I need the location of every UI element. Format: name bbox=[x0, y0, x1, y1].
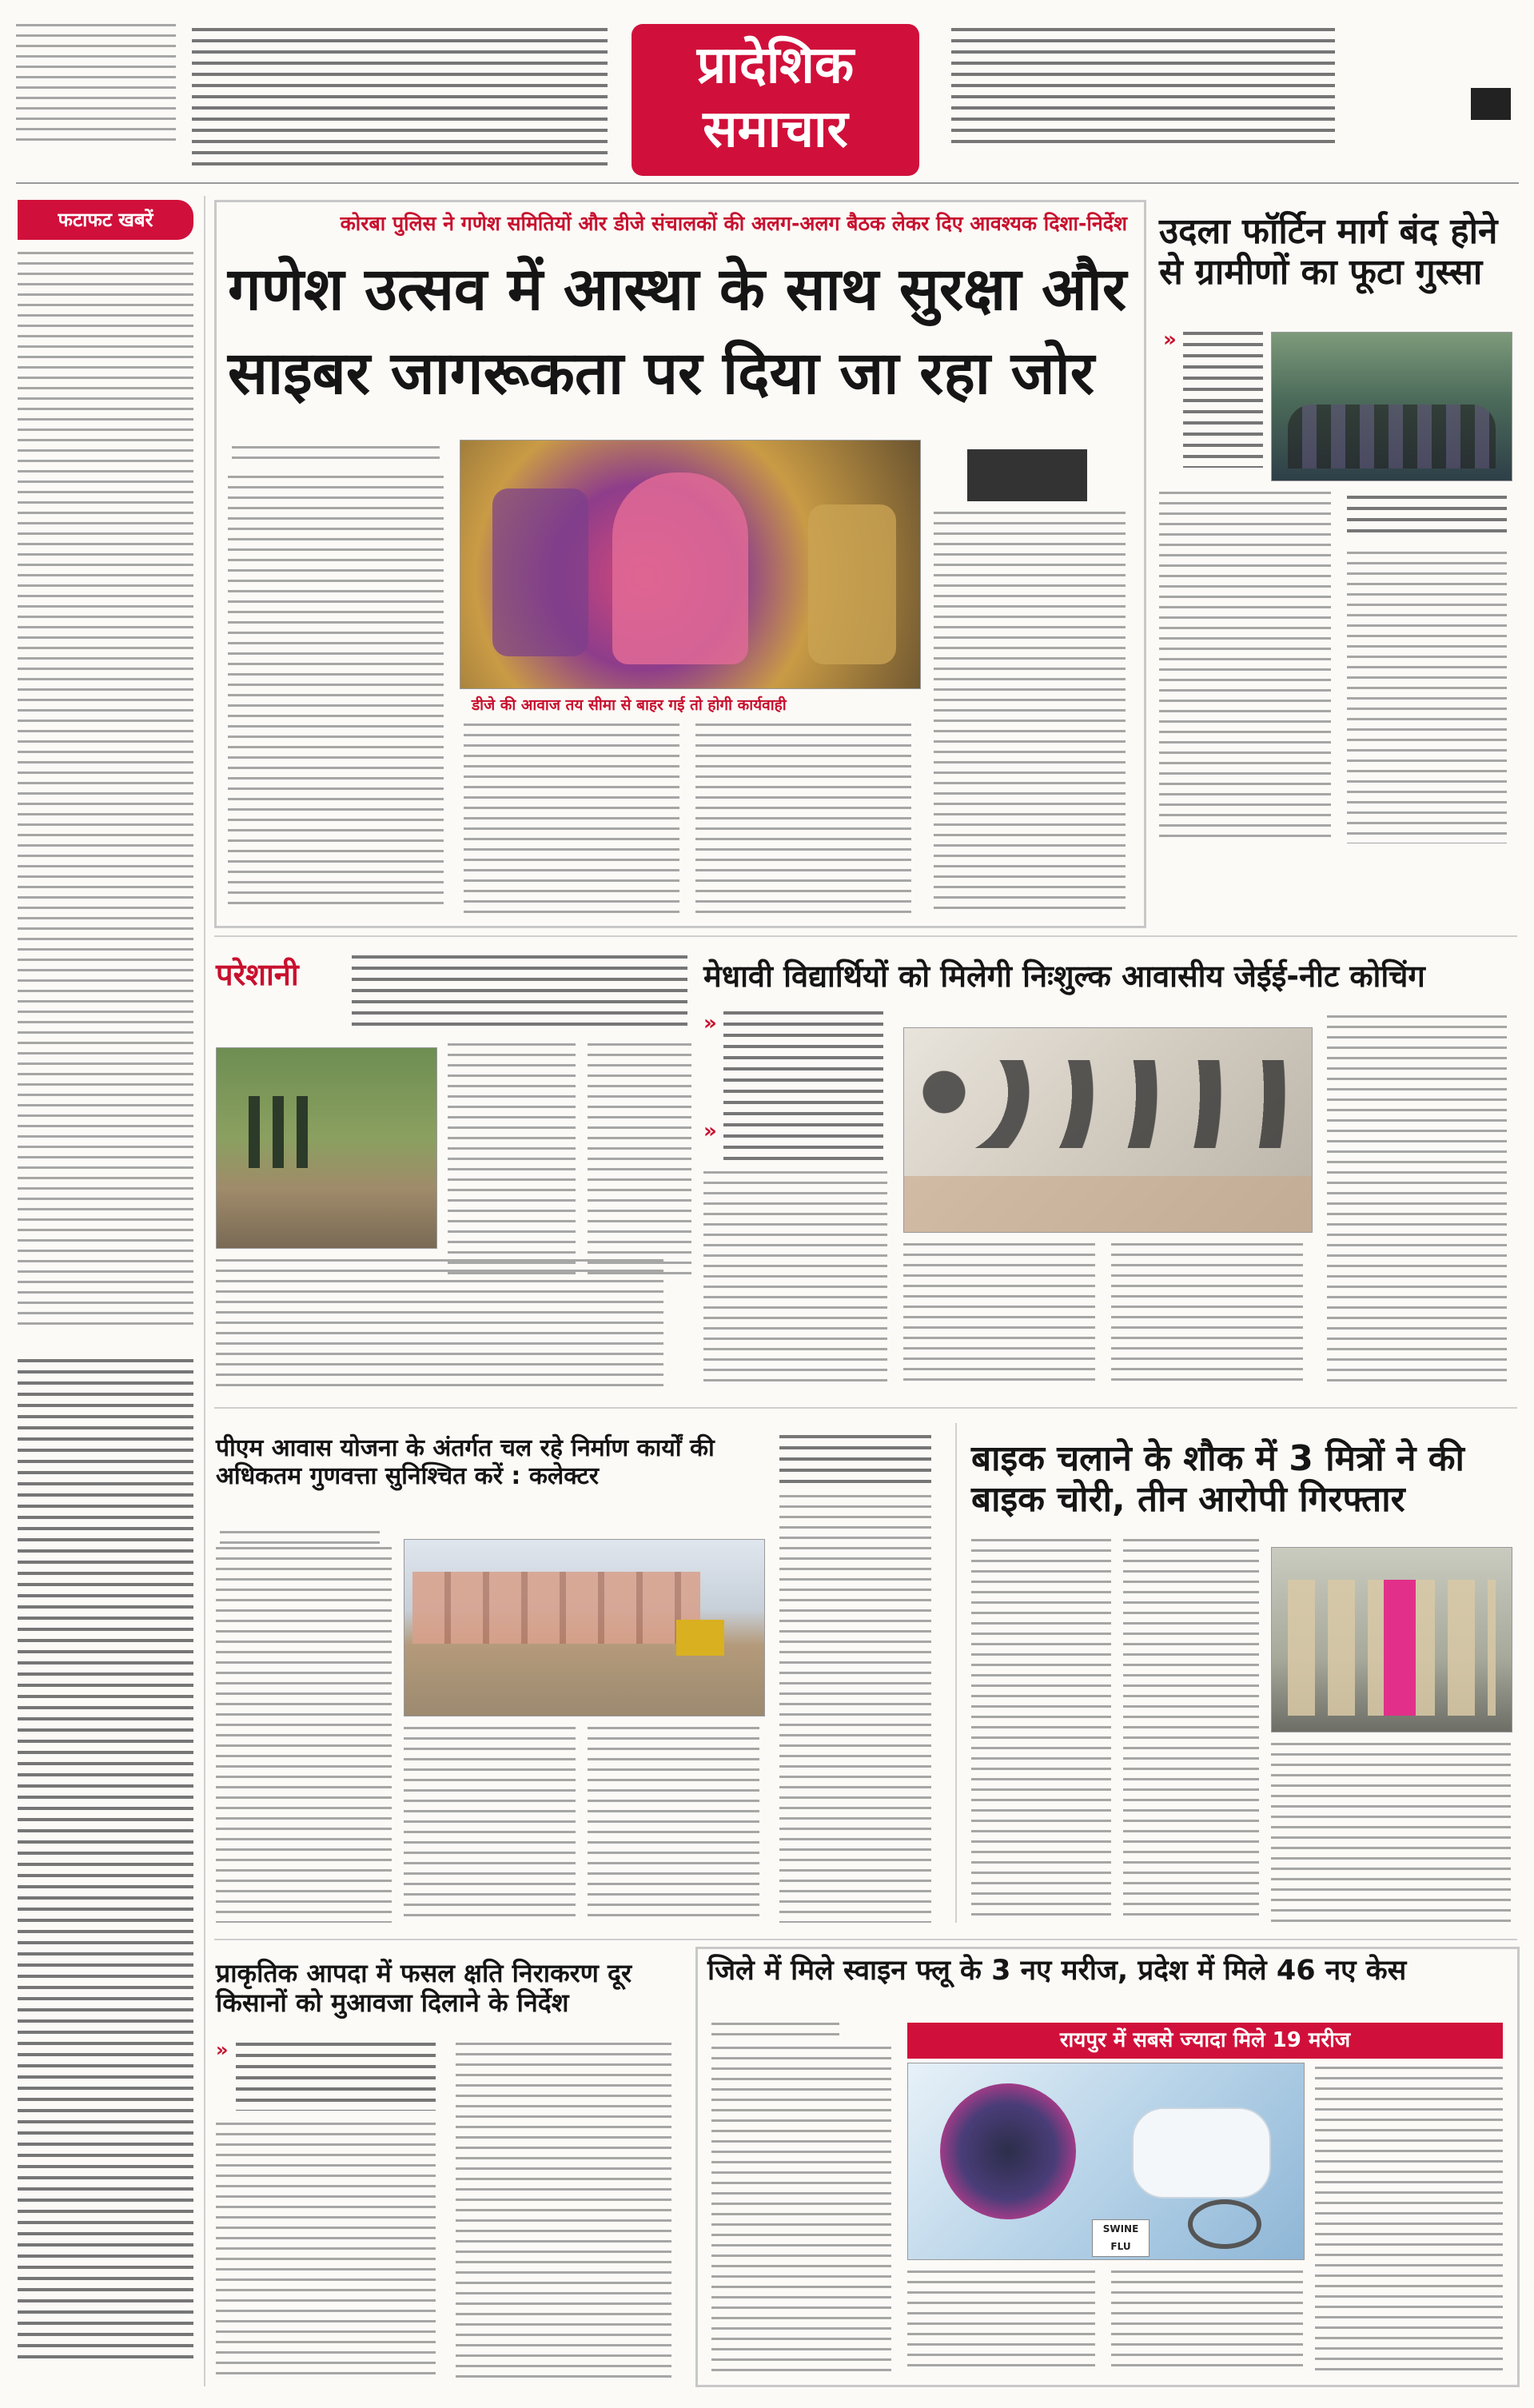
top-strip-text bbox=[192, 28, 608, 168]
bottom-left-col2 bbox=[456, 2043, 671, 2378]
students-classroom-photo bbox=[903, 1027, 1313, 1233]
classroom-desk bbox=[904, 1176, 1312, 1232]
mid-right-col1 bbox=[703, 1171, 887, 1387]
right-top-col1 bbox=[1159, 492, 1331, 843]
mid-left-headline bbox=[352, 955, 687, 1031]
swine-flu-sign bbox=[1092, 2219, 1150, 2257]
accused-figure bbox=[1384, 1580, 1416, 1716]
left-column-text-1 bbox=[18, 252, 193, 1331]
lower-left-byline bbox=[220, 1531, 380, 1547]
ganesh-photo-caption: डीजे की आवाज तय सीमा से बाहर गई तो होगी कार्यवाही bbox=[472, 696, 787, 714]
bottom-right-col2 bbox=[1315, 2067, 1503, 2374]
bottom-right-col3 bbox=[907, 2270, 1095, 2374]
lower-right-headline: बाइक चलाने के शौक में 3 मित्रों ने की बाइक चोरी, तीन आरोपी गिरफ्तार bbox=[971, 1438, 1464, 1520]
top-divider bbox=[16, 182, 1519, 184]
idol-shape bbox=[612, 472, 748, 664]
idol-decor bbox=[492, 488, 588, 656]
face-mask bbox=[1132, 2107, 1271, 2199]
mid-left-tag-label: परेशानी bbox=[216, 957, 299, 992]
mid-left-tag bbox=[216, 953, 299, 995]
virus-shape bbox=[940, 2083, 1076, 2219]
idol-decor-right bbox=[808, 504, 896, 664]
lower-divider bbox=[955, 1423, 957, 1923]
lower-left-col3 bbox=[588, 1727, 759, 1923]
main-story-headline-line1: गणेश उत्सव में आस्था के साथ सुरक्षा और bbox=[228, 255, 1127, 324]
housing-blocks bbox=[412, 1572, 700, 1644]
bottom-right-col4 bbox=[1111, 2270, 1303, 2374]
page-number bbox=[1471, 88, 1511, 120]
mid-left-col2 bbox=[588, 1043, 691, 1279]
right-top-deck bbox=[1183, 332, 1263, 468]
bottom-right-banner bbox=[907, 2023, 1503, 2059]
pm-housing-photo bbox=[404, 1539, 765, 1716]
excavator bbox=[676, 1620, 724, 1656]
left-column-header-label: फटाफट खबरें bbox=[58, 209, 153, 231]
muddy-road-photo bbox=[216, 1047, 437, 1249]
bottom-right-banner-label: रायपुर में सबसे ज्यादा मिले 19 मरीज bbox=[1059, 2028, 1351, 2052]
section-banner-line2: समाचार bbox=[703, 100, 848, 159]
main-story-byline bbox=[232, 446, 440, 462]
mid-right-bullet-2: » bbox=[703, 1119, 717, 1143]
road-figures bbox=[249, 1096, 313, 1168]
top-right-strip-text bbox=[951, 28, 1335, 148]
left-column-text-2 bbox=[18, 1359, 193, 2366]
main-story-col3 bbox=[695, 724, 911, 915]
swine-flu-virus-photo bbox=[907, 2063, 1305, 2260]
main-story-col1 bbox=[228, 476, 444, 911]
bottom-left-col1 bbox=[216, 2123, 436, 2378]
lower-right-col2 bbox=[1123, 1539, 1259, 1923]
main-story-pullquote bbox=[967, 449, 1087, 501]
main-story-col2 bbox=[464, 724, 679, 915]
mid-left-col3 bbox=[216, 1259, 663, 1387]
bottom-left-bullet: » bbox=[216, 2039, 229, 2061]
main-row-divider bbox=[214, 935, 1517, 937]
section-banner-line1: प्रादेशिक bbox=[696, 36, 855, 95]
swine-flu-sign-text: SWINE FLU bbox=[1102, 2223, 1139, 2252]
mid-right-col3 bbox=[1111, 1243, 1303, 1387]
bottom-right-byline bbox=[711, 2023, 839, 2037]
main-story-col4 bbox=[934, 512, 1126, 911]
main-story-headline-line2: साइबर जागरूकता पर दिया जा रहा जोर bbox=[228, 339, 1095, 408]
right-top-col2 bbox=[1347, 552, 1507, 843]
lower-middle-deck bbox=[779, 1435, 931, 1483]
mid-left-col1 bbox=[448, 1043, 576, 1279]
right-top-headline: उदला फॉर्टिन मार्ग बंद होने से ग्रामीणों का फूटा गुस्सा bbox=[1159, 211, 1498, 293]
left-column-divider bbox=[204, 196, 205, 2386]
mid-right-bullet-1: » bbox=[703, 1011, 717, 1035]
right-top-bullet: » bbox=[1163, 328, 1177, 352]
lower-right-col1 bbox=[971, 1539, 1111, 1923]
student-heads bbox=[920, 1060, 1296, 1148]
section-banner bbox=[632, 24, 919, 176]
lower-left-headline: पीएम आवास योजना के अंतर्गत चल रहे निर्माण कार्यों की अधिकतम गुणवत्ता सुनिश्चित करें : कलेक्टर bbox=[216, 1434, 715, 1490]
mid-right-headline: मेधावी विद्यार्थियों को मिलेगी निःशुल्क आवासीय जेईई-नीट कोचिंग bbox=[703, 959, 1425, 994]
mid-right-deck bbox=[723, 1011, 883, 1163]
ganesh-idol-photo bbox=[460, 440, 921, 689]
masthead-left-text bbox=[16, 24, 176, 144]
mid-right-col4 bbox=[1327, 1015, 1507, 1387]
bottom-left-headline: प्राकृतिक आपदा में फसल क्षति निराकरण दूर किसानों को मुआवजा दिलाने के निर्देश bbox=[216, 1958, 632, 2018]
lower-row-divider bbox=[214, 1939, 1517, 1940]
lower-left-col1 bbox=[216, 1547, 392, 1923]
left-column-header bbox=[18, 200, 193, 240]
lower-right-col3 bbox=[1271, 1743, 1511, 1923]
villagers-protest-photo bbox=[1271, 332, 1512, 481]
lower-left-col2 bbox=[404, 1727, 576, 1923]
main-story-kicker: कोरबा पुलिस ने गणेश समितियों और डीजे संचालकों की अलग-अलग बैठक लेकर दिए आवश्यक दिशा-निर्देश bbox=[340, 212, 1127, 235]
arrested-accused-photo bbox=[1271, 1547, 1512, 1732]
lower-middle-col bbox=[779, 1495, 931, 1923]
protest-crowd bbox=[1288, 405, 1496, 468]
stethoscope bbox=[1188, 2199, 1261, 2249]
bottom-right-headline: जिले में मिले स्वाइन फ्लू के 3 नए मरीज, प्रदेश में मिले 46 नए केस bbox=[707, 1955, 1407, 1987]
right-top-boxed-quote bbox=[1347, 496, 1507, 540]
bottom-left-deck bbox=[236, 2043, 436, 2111]
mid-right-col2 bbox=[903, 1243, 1095, 1387]
mid-row-divider bbox=[214, 1407, 1517, 1409]
bottom-right-col1 bbox=[711, 2047, 891, 2374]
